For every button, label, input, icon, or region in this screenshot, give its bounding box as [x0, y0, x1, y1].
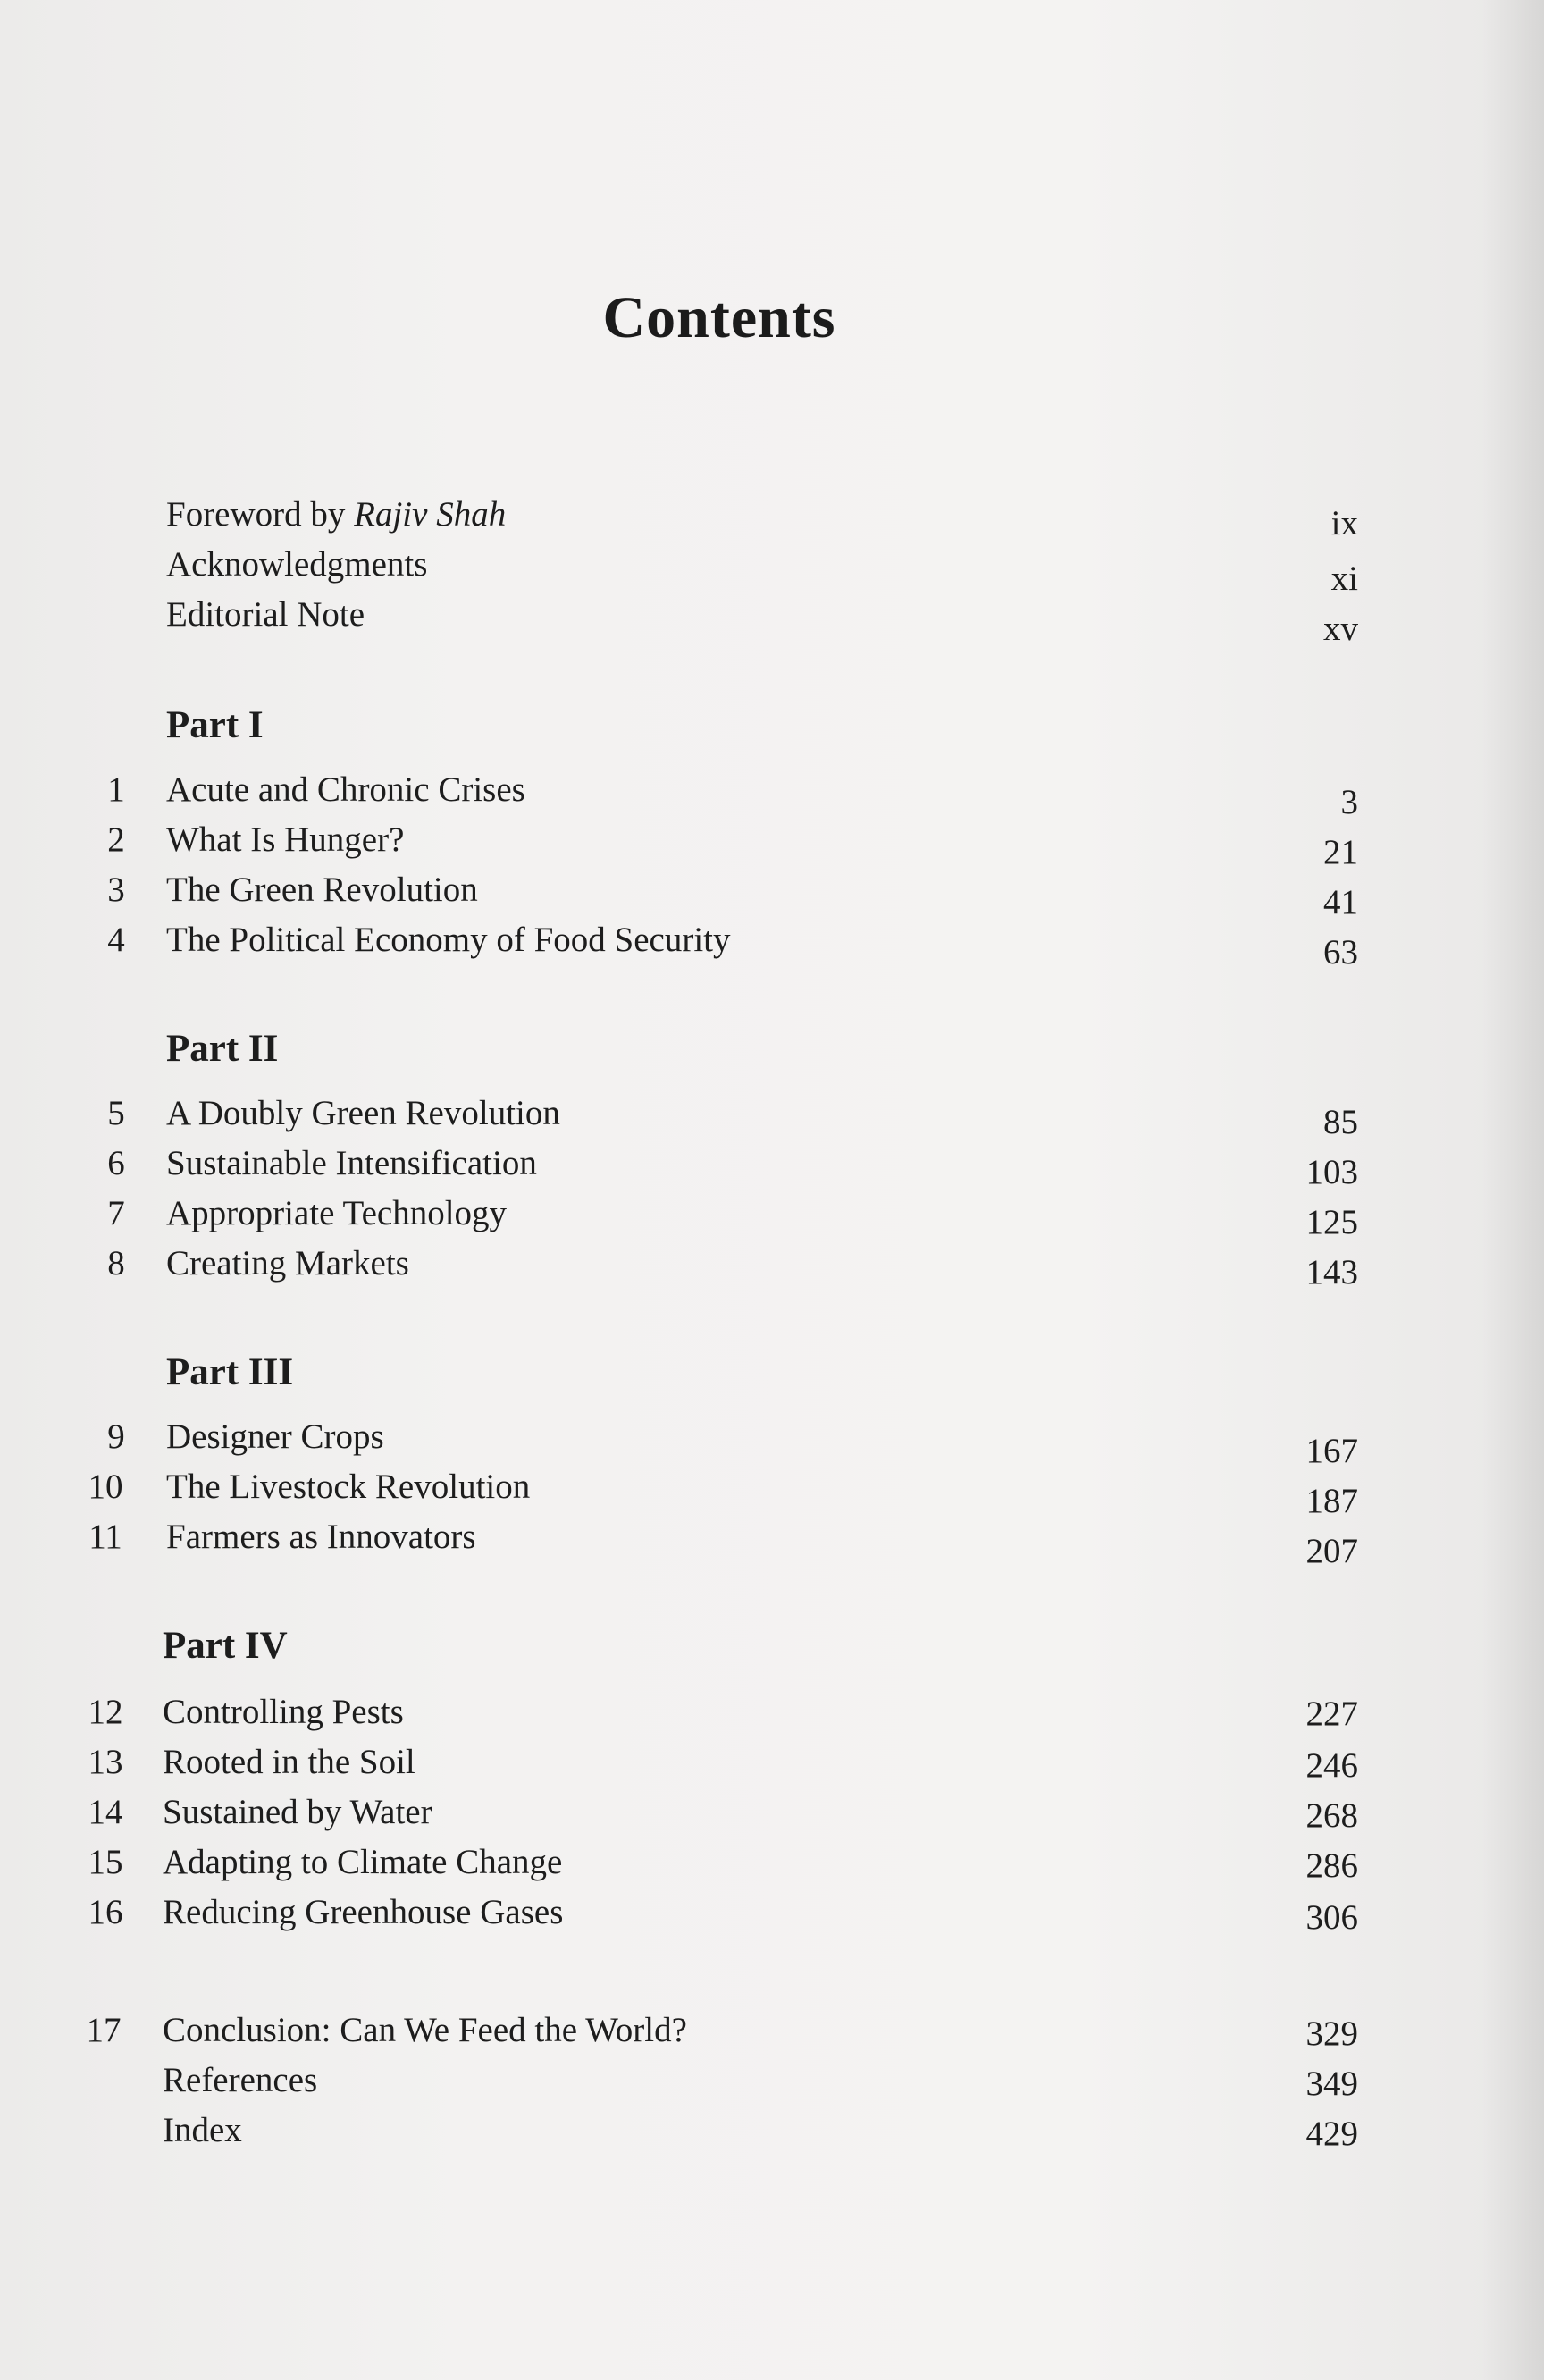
chapter-title: A Doubly Green Revolution: [166, 1094, 560, 1132]
chapter-title: What Is Hunger?: [166, 820, 405, 859]
toc-entry-editorial-note: [0, 592, 1544, 648]
chapter-page: 63: [1323, 933, 1358, 971]
chapter-title: The Livestock Revolution: [166, 1468, 531, 1506]
chapter-title: Creating Markets: [166, 1244, 409, 1283]
chapter-page: 227: [1305, 1695, 1358, 1733]
toc-entry-chapter: [0, 1240, 1544, 1294]
chapter-page: 125: [1305, 1203, 1358, 1241]
chapter-page: 329: [1305, 2014, 1358, 2053]
entry-page: ix: [1330, 504, 1358, 542]
entry-title: Index: [163, 2111, 242, 2149]
page-title: Contents: [602, 285, 836, 350]
entry-title: Acknowledgments: [166, 545, 428, 584]
chapter-title: The Political Economy of Food Security: [166, 921, 731, 959]
chapter-number: 3: [107, 870, 125, 909]
chapter-title: Sustainable Intensification: [166, 1144, 537, 1182]
chapter-number: 7: [107, 1194, 125, 1232]
chapter-page: 306: [1305, 1898, 1358, 1937]
toc-entry-chapter: [0, 1789, 1544, 1843]
chapter-number: 17: [86, 2011, 122, 2049]
chapter-number: 13: [88, 1743, 123, 1781]
chapter-number: 14: [88, 1793, 123, 1831]
toc-entry-chapter: [0, 1889, 1544, 1943]
chapter-number: 12: [88, 1693, 123, 1731]
chapter-number: 4: [107, 921, 125, 959]
chapter-page: 268: [1305, 1796, 1358, 1835]
chapter-number: 15: [88, 1843, 123, 1881]
toc-entry-chapter: [0, 1514, 1544, 1568]
chapter-title: Rooted in the Soil: [163, 1743, 415, 1781]
entry-page: xv: [1323, 610, 1358, 648]
chapter-page: 246: [1305, 1746, 1358, 1785]
chapter-page: 21: [1323, 833, 1358, 871]
chapter-page: 207: [1305, 1532, 1358, 1570]
toc-entry-chapter: [0, 917, 1544, 971]
chapter-title: Adapting to Climate Change: [163, 1843, 563, 1881]
chapter-title: Acute and Chronic Crises: [166, 770, 525, 809]
toc-entry-chapter: [0, 1090, 1544, 1144]
part-heading: Part I: [166, 704, 264, 746]
chapter-page: 143: [1305, 1253, 1358, 1291]
chapter-title: Conclusion: Can We Feed the World?: [163, 2011, 687, 2049]
toc-entry-chapter: [0, 867, 1544, 921]
toc-entry-chapter: [0, 1140, 1544, 1194]
chapter-number: 1: [107, 770, 125, 809]
toc-entry-chapter: [0, 2007, 1544, 2061]
entry-title: References: [163, 2061, 318, 2099]
entry-title: Editorial Note: [166, 595, 365, 634]
chapter-title: Sustained by Water: [163, 1793, 432, 1831]
toc-entry-chapter: [0, 1689, 1544, 1743]
toc-entry-chapter: [0, 767, 1544, 820]
toc-entry-chapter: [0, 1190, 1544, 1244]
entry-page: xi: [1330, 559, 1358, 598]
chapter-number: 2: [107, 820, 125, 859]
chapter-page: 187: [1305, 1482, 1358, 1520]
chapter-page: 103: [1305, 1153, 1358, 1191]
chapter-number: 9: [107, 1417, 125, 1456]
toc-entry-references: [0, 2057, 1544, 2111]
chapter-title: Farmers as Innovators: [166, 1518, 476, 1556]
chapter-number: 11: [88, 1518, 122, 1556]
chapter-title: Reducing Greenhouse Gases: [163, 1893, 564, 1931]
chapter-number: 16: [88, 1893, 123, 1931]
chapter-title: Appropriate Technology: [166, 1194, 508, 1232]
toc-entry-index: [0, 2107, 1544, 2161]
chapter-title: The Green Revolution: [166, 870, 478, 909]
toc-entry-acknowledgments: [0, 542, 1544, 598]
chapter-page: 85: [1323, 1103, 1358, 1141]
chapter-page: 286: [1305, 1846, 1358, 1885]
toc-entry-chapter: [0, 1739, 1544, 1793]
chapter-title: Controlling Pests: [163, 1693, 404, 1731]
chapter-page: 41: [1323, 883, 1358, 921]
chapter-page: 3: [1340, 783, 1358, 821]
chapter-number: 6: [107, 1144, 125, 1182]
toc-entry-chapter: [0, 817, 1544, 870]
part-heading: Part III: [166, 1351, 294, 1393]
part-heading: Part II: [166, 1028, 279, 1070]
toc-entry-chapter: [0, 1839, 1544, 1893]
chapter-number: 8: [107, 1244, 125, 1283]
toc-entry-chapter: [0, 1464, 1544, 1518]
entry-page: 349: [1305, 2065, 1358, 2103]
entry-page: 429: [1305, 2115, 1358, 2153]
chapter-page: 167: [1305, 1432, 1358, 1470]
part-heading: Part IV: [163, 1625, 288, 1667]
chapter-number: 10: [88, 1468, 123, 1506]
chapter-number: 5: [107, 1094, 125, 1132]
toc-entry-foreword: [0, 492, 1544, 545]
entry-title: Foreword by Rajiv Shah: [166, 495, 507, 534]
chapter-title: Designer Crops: [166, 1417, 384, 1456]
toc-entry-chapter: [0, 1414, 1544, 1468]
